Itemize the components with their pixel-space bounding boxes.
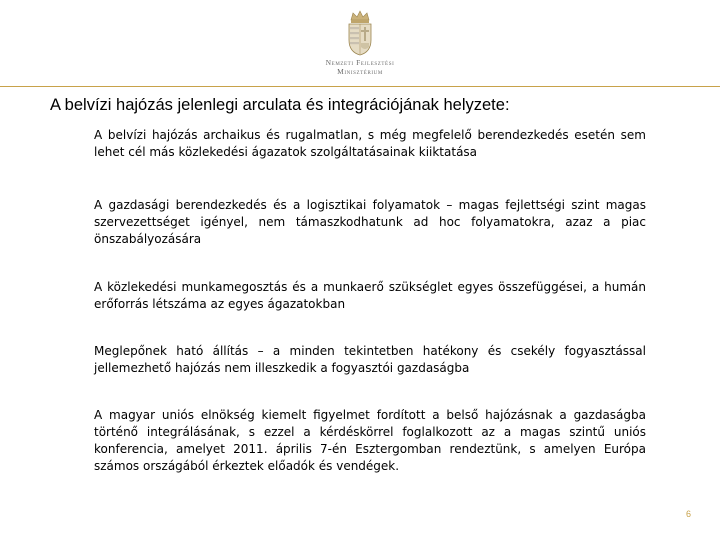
page-number: 6 [686,509,692,519]
header-divider [0,86,720,87]
ministry-logo [300,10,420,82]
paragraph-3: A közlekedési munkamegosztás és a munkaerő szükséglet egyes összefüggései, a humán erőforrás létszáma az egyes ágazatokban [94,280,646,311]
coat-of-arms-icon [343,10,377,56]
paragraph-5: A magyar uniós elnökség kiemelt figyelmet fordított a belső hajózásnak a gazdaságba történő integrálásának, s ezzel a kérdéskörrel foglalkozott az a magas szintű uniós konferencia, amelyet 2011. április 7-én Esztergomban rendeztünk, s amelyen Európa számos országából érkeztek előadók és vendégek. [94,408,646,473]
paragraph-4: Meglepőnek ható állítás – a minden tekintetben hatékony és csekély fogyasztással jellemezhető hajózás nem illeszkedik a fogyasztói gazdaságba [94,344,646,375]
logo-line-2: Minisztérium [337,67,383,76]
logo-line-1: Nemzeti Fejlesztési [325,58,395,67]
slide-heading: A belvízi hajózás jelenlegi arculata és integrációjának helyzete: [50,96,510,114]
paragraph-1: A belvízi hajózás archaikus és rugalmatlan, s még megfelelő berendezkedés esetén sem lehet cél más közlekedési ágazatok szolgáltatásainak kiiktatása [94,128,646,159]
paragraph-2: A gazdasági berendezkedés és a logisztikai folyamatok – magas fejlettségi szint magas szervezettséget igényel, nem támaszkodhatunk ad hoc folyamatokra, azaz a piac önszabályozására [94,198,646,246]
